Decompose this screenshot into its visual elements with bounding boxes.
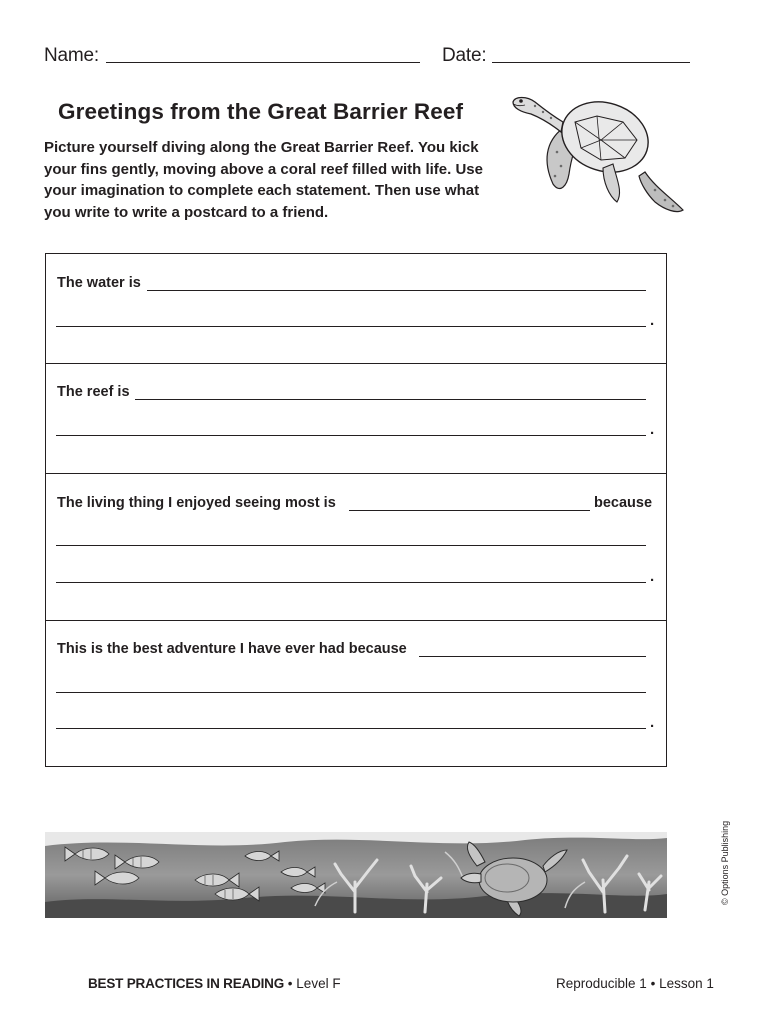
instructions-line: you write to write a postcard to a friend. (44, 203, 329, 221)
instructions-line: your imagination to complete each statement. Then use what (44, 182, 480, 199)
bullet: • (287, 976, 293, 991)
answer-line[interactable] (135, 399, 646, 400)
footer-series (88, 976, 341, 991)
period: . (650, 714, 655, 731)
page-title: Greetings from the Great Barrier Reef (58, 99, 464, 124)
period: . (650, 312, 655, 329)
period: . (650, 421, 655, 438)
prompt-because: because (594, 495, 653, 511)
statement-box-adventure (45, 621, 667, 767)
prompt-water: The water is (57, 275, 141, 291)
bullet: • (650, 976, 656, 991)
date-label: Date: (442, 45, 487, 66)
lesson-number: Lesson 1 (659, 976, 714, 991)
statement-box-living-thing (45, 474, 667, 621)
instructions-line: Picture yourself diving along the Great Barrier Reef. You kick (44, 139, 479, 156)
name-field[interactable] (106, 62, 420, 63)
instructions-line: your fins gently, moving above a coral reef filled with life. Use (44, 160, 483, 178)
reproducible-number: Reproducible 1 (556, 976, 647, 991)
answer-line[interactable] (56, 728, 646, 729)
statement-box-reef (45, 364, 667, 474)
period: . (650, 568, 655, 585)
name-label: Name: (44, 45, 99, 66)
answer-line[interactable] (349, 510, 590, 511)
date-field[interactable] (492, 62, 690, 63)
answer-line[interactable] (56, 692, 646, 693)
answer-line[interactable] (56, 326, 646, 327)
instructions (44, 137, 514, 223)
answer-line[interactable] (56, 435, 646, 436)
copyright-notice: © Options Publishing (720, 820, 730, 905)
level: Level F (296, 976, 341, 991)
answer-line[interactable] (147, 290, 646, 291)
answer-line[interactable] (56, 582, 646, 583)
coral-reef-fish-banner (45, 832, 667, 918)
sea-turtle-illustration (505, 82, 695, 222)
prompt-living-thing: The living thing I enjoyed seeing most is (57, 495, 336, 511)
prompt-reef: The reef is (57, 384, 130, 400)
answer-line[interactable] (56, 545, 646, 546)
statement-box-water (45, 253, 667, 364)
answer-line[interactable] (419, 656, 646, 657)
series-name: BEST PRACTICES IN READING (88, 976, 285, 991)
prompt-adventure: This is the best adventure I have ever had because (57, 641, 407, 657)
footer-reproducible (556, 976, 714, 991)
